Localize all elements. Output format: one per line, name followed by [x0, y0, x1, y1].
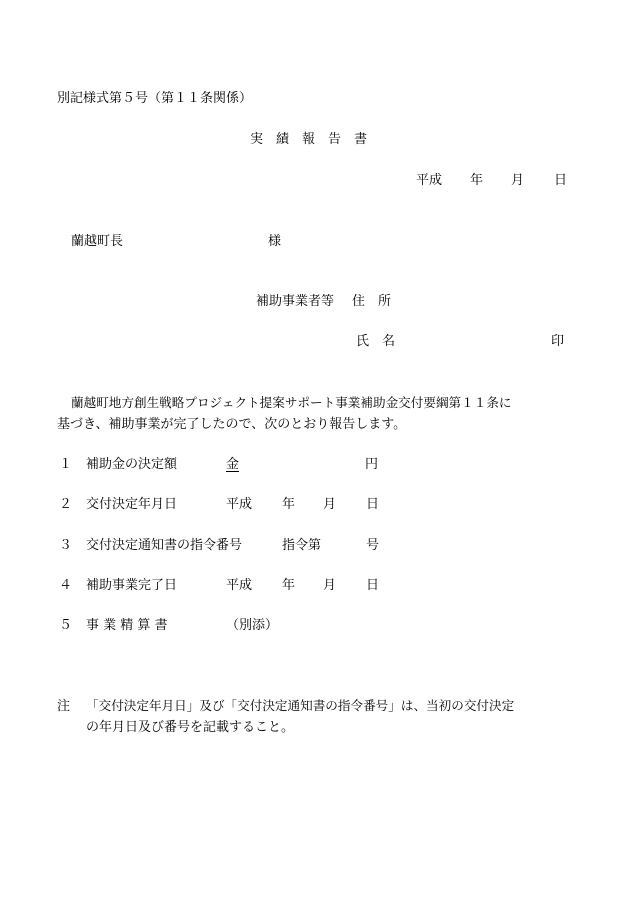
item-number: １: [59, 457, 73, 472]
document-title: 実 績 報 告 書: [250, 132, 368, 147]
body-line-1: 蘭越町地方創生戦略プロジェクト提案サポート事業補助金交付要綱第１１条に: [71, 395, 512, 410]
item-label: 交付決定通知書の指令番号: [86, 538, 243, 553]
item-number: ５: [59, 618, 73, 633]
date-month: 月: [511, 173, 525, 188]
note-line-2: の年月日及び番号を記載すること。: [86, 720, 295, 735]
item-label: 事 業 精 算 書: [86, 618, 168, 633]
form-label: 別記様式第５号（第１１条関係）: [57, 91, 253, 106]
item-label: 補助金の決定額: [86, 457, 178, 472]
item-label: 補助事業完了日: [86, 578, 178, 593]
item-number: ４: [59, 578, 73, 593]
applicant-name-label: 氏 名: [356, 334, 396, 349]
date-day: 日: [554, 173, 568, 188]
date-year: 年: [470, 173, 484, 188]
item-number: ２: [59, 497, 73, 512]
addressee-honorific: 様: [268, 234, 282, 249]
addressee-name: 蘭越町長: [71, 234, 124, 249]
applicant-address-label: 住 所: [352, 294, 392, 309]
date-era: 平成: [416, 173, 443, 188]
item-label: 交付決定年月日: [86, 497, 178, 512]
seal-mark: 印: [551, 334, 565, 349]
item-number: ３: [59, 538, 73, 553]
note-mark: 注: [57, 699, 71, 714]
applicant-role: 補助事業者等: [256, 294, 335, 309]
note-line-1: 「交付決定年月日」及び「交付決定通知書の指令番号」は、当初の交付決定: [86, 698, 515, 713]
body-line-2: 基づき、補助事業が完了したので、次のとおり報告します。: [57, 417, 407, 432]
amount-field: 金 円: [226, 457, 378, 472]
